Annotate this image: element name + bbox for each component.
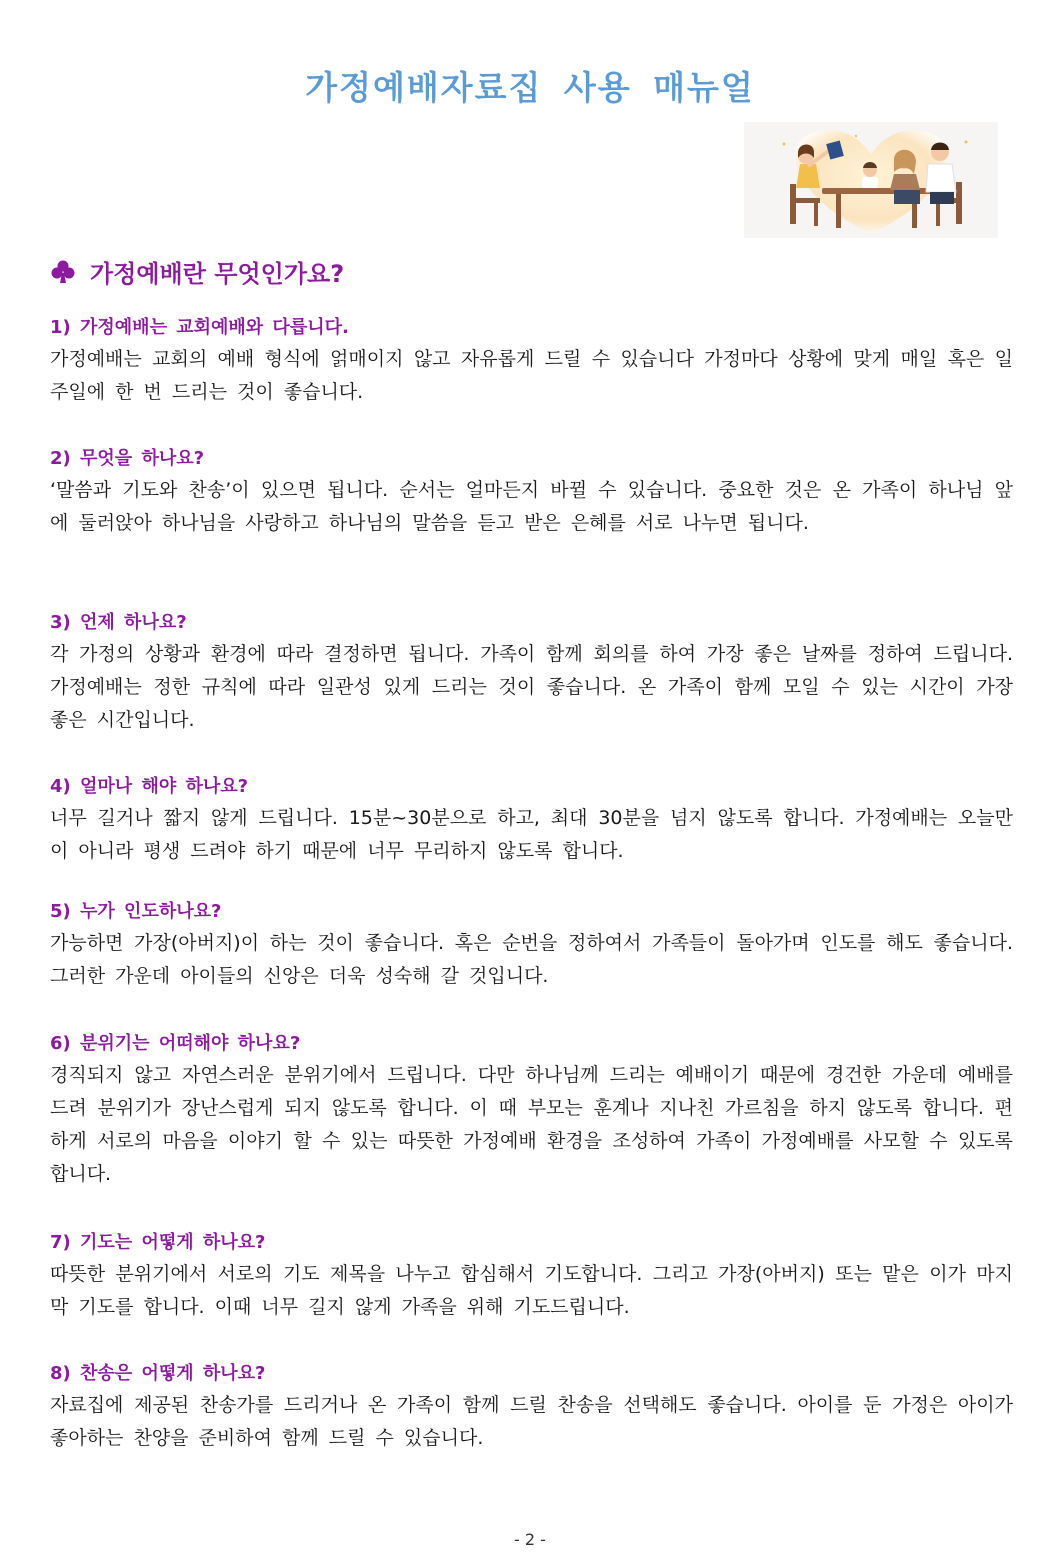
question-5: 5) 누가 인도하나요? xyxy=(50,901,222,922)
question-1: 1) 가정예배는 교회예배와 다릅니다. xyxy=(50,317,349,338)
club-suit-icon xyxy=(50,259,76,285)
qa-item-2 xyxy=(50,444,1013,540)
answer-8: 자료집에 제공된 찬송가를 드리거나 온 가족이 함께 드릴 찬송을 선택해도 좋습니다. 아이를 둔 가정은 아이가 좋아하는 찬양을 준비하여 함께 드릴 수 있습니다. xyxy=(50,1394,1013,1449)
section-heading xyxy=(50,254,344,289)
question-4: 4) 얼마나 해야 하나요? xyxy=(50,776,249,797)
answer-5: 가능하면 가장(아버지)이 하는 것이 좋습니다. 혹은 순번을 정하여서 가족들이 돌아가며 인도를 해도 좋습니다. 그러한 가운데 아이들의 신앙은 더욱 성숙해 갈 것입니다. xyxy=(50,932,1013,987)
qa-item-7 xyxy=(50,1228,1013,1324)
qa-item-6 xyxy=(50,1029,1013,1191)
qa-item-4 xyxy=(50,772,1013,868)
qa-item-8 xyxy=(50,1359,1013,1455)
answer-4: 너무 길거나 짧지 않게 드립니다. 15분~30분으로 하고, 최대 30분을 넘지 않도록 합니다. 가정예배는 오늘만이 아니라 평생 드려야 하기 때문에 너무 무리하지 않도록 합니다. xyxy=(50,807,1013,862)
section-heading-text: 가정예배란 무엇인가요? xyxy=(90,260,345,288)
page-number: - 2 - xyxy=(514,1530,546,1549)
question-2: 2) 무엇을 하나요? xyxy=(50,448,205,469)
answer-3: 각 가정의 상황과 환경에 따라 결정하면 됩니다. 가족이 함께 회의를 하여 가장 좋은 날짜를 정하여 드립니다. 가정예배는 정한 규칙에 따라 일관성 있게 드리는 것이 좋습니다. 온 가족이 함께 모일 수 있는 시간이 가장 좋은 시간입니다. xyxy=(50,643,1013,731)
answer-2: ‘말씀과 기도와 찬송’이 있으면 됩니다. 순서는 얼마든지 바뀔 수 있습니다. 중요한 것은 온 가족이 하나님 앞에 둘러앉아 하나님을 사랑하고 하나님의 말씀을 듣고 받은 은혜를 서로 나누면 됩니다. xyxy=(50,479,1013,534)
answer-1: 가정예배는 교회의 예배 형식에 얽매이지 않고 자유롭게 드릴 수 있습니다 가정마다 상황에 맞게 매일 혹은 일주일에 한 번 드리는 것이 좋습니다. xyxy=(50,348,1013,403)
question-7: 7) 기도는 어떻게 하나요? xyxy=(50,1232,266,1253)
qa-item-5 xyxy=(50,897,1013,993)
family-worship-illustration xyxy=(744,122,998,238)
question-3: 3) 언제 하나요? xyxy=(50,612,187,633)
question-8: 8) 찬송은 어떻게 하나요? xyxy=(50,1363,266,1384)
qa-item-1 xyxy=(50,313,1013,409)
answer-6: 경직되지 않고 자연스러운 분위기에서 드립니다. 다만 하나님께 드리는 예배이기 때문에 경건한 가운데 예배를 드려 분위기가 장난스럽게 되지 않도록 합니다. 이 때 부모는 훈계나 지나친 가르침을 하지 않도록 합니다. 편하게 서로의 마음을 이야기 할 수 있는 따뜻한 가정예배 환경을 조성하여 가족이 가정예배를 사모할 수 있도록 합니다. xyxy=(50,1064,1013,1185)
question-6: 6) 분위기는 어떠해야 하나요? xyxy=(50,1033,301,1054)
page-title: 가정예배자료집 사용 매뉴얼 xyxy=(305,68,755,107)
qa-item-3 xyxy=(50,608,1013,737)
answer-7: 따뜻한 분위기에서 서로의 기도 제목을 나누고 합심해서 기도합니다. 그리고 가장(아버지) 또는 맡은 이가 마지막 기도를 합니다. 이때 너무 길지 않게 가족을 위해 기도드립니다. xyxy=(50,1263,1013,1318)
